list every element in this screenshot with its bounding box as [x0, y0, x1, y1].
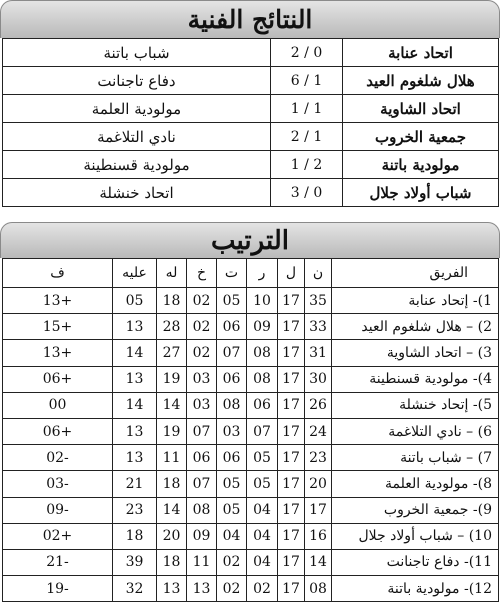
- standings-row: [3, 314, 499, 340]
- stat-lost: 07: [187, 418, 217, 444]
- stat-points: 14: [305, 549, 332, 575]
- team-name: 9)- جمعية الخروب: [332, 497, 499, 523]
- stat-drawn: 02: [217, 549, 247, 575]
- home-team: هلال شلغوم العيد: [343, 67, 499, 95]
- stat-diff: 00: [3, 392, 113, 418]
- stat-against: 13: [113, 418, 157, 444]
- standings-row: [3, 497, 499, 523]
- header-for: له: [157, 259, 187, 288]
- home-team: اتحاد عنابة: [343, 39, 499, 67]
- match-score: 1 / 1: [271, 95, 343, 123]
- stat-drawn: 02: [217, 576, 247, 602]
- team-name: 11)- دفاع تاجنانت: [332, 549, 499, 575]
- match-score: 1 / 6: [271, 67, 343, 95]
- header-points: ن: [305, 259, 332, 288]
- standings-row: [3, 549, 499, 575]
- stat-for: 27: [157, 340, 187, 366]
- stat-lost: 06: [187, 445, 217, 471]
- stat-points: 35: [305, 288, 332, 314]
- team-name: 4)- مولودية قسنطينة: [332, 366, 499, 392]
- stat-against: 18: [113, 523, 157, 549]
- stat-played: 17: [278, 340, 305, 366]
- team-name: 10) – شباب أولاد جلال: [332, 523, 499, 549]
- away-team: نادي التلاغمة: [3, 123, 271, 151]
- header-drawn: ت: [217, 259, 247, 288]
- match-score: 2 / 1: [271, 151, 343, 179]
- team-name: 12)- مولودية باتنة: [332, 576, 499, 602]
- stat-against: 13: [113, 445, 157, 471]
- header-played: ل: [278, 259, 305, 288]
- away-team: اتحاد خنشلة: [3, 179, 271, 207]
- stat-lost: 02: [187, 340, 217, 366]
- result-row: [3, 95, 499, 123]
- home-team: اتحاد الشاوية: [343, 95, 499, 123]
- stat-played: 17: [278, 576, 305, 602]
- stat-drawn: 07: [217, 340, 247, 366]
- stat-lost: 02: [187, 314, 217, 340]
- team-name: 6) – نادي التلاغمة: [332, 418, 499, 444]
- home-team: مولودية باتنة: [343, 151, 499, 179]
- stat-lost: 08: [187, 497, 217, 523]
- stat-points: 20: [305, 471, 332, 497]
- header-won: ر: [247, 259, 278, 288]
- stat-for: 20: [157, 523, 187, 549]
- stat-against: 39: [113, 549, 157, 575]
- stat-against: 13: [113, 314, 157, 340]
- header-diff: ف: [3, 259, 113, 288]
- stat-won: 04: [247, 549, 278, 575]
- stat-points: 16: [305, 523, 332, 549]
- standings-row: [3, 340, 499, 366]
- stat-won: 09: [247, 314, 278, 340]
- stat-played: 17: [278, 366, 305, 392]
- stat-points: 33: [305, 314, 332, 340]
- away-team: مولودية قسنطينة: [3, 151, 271, 179]
- stat-drawn: 05: [217, 288, 247, 314]
- stat-diff: +02: [3, 523, 113, 549]
- away-team: دفاع تاجنانت: [3, 67, 271, 95]
- stat-won: 08: [247, 340, 278, 366]
- stat-drawn: 06: [217, 366, 247, 392]
- stat-points: 17: [305, 497, 332, 523]
- stat-lost: 02: [187, 288, 217, 314]
- stat-drawn: 05: [217, 471, 247, 497]
- stat-against: 23: [113, 497, 157, 523]
- team-name: 8)- مولودية العلمة: [332, 471, 499, 497]
- stat-against: 14: [113, 392, 157, 418]
- stat-won: 08: [247, 366, 278, 392]
- team-name: 1)- إتحاد عنابة: [332, 288, 499, 314]
- results-title: النتائج الفنية: [0, 0, 500, 38]
- stat-for: 14: [157, 392, 187, 418]
- stat-played: 17: [278, 471, 305, 497]
- home-team: شباب أولاد جلال: [343, 179, 499, 207]
- stat-drawn: 06: [217, 314, 247, 340]
- result-row: [3, 179, 499, 207]
- stat-against: 14: [113, 340, 157, 366]
- stat-for: 19: [157, 418, 187, 444]
- stat-lost: 13: [187, 576, 217, 602]
- stat-won: 05: [247, 445, 278, 471]
- stat-won: 05: [247, 471, 278, 497]
- stat-against: 05: [113, 288, 157, 314]
- away-team: مولودية العلمة: [3, 95, 271, 123]
- stat-won: 04: [247, 523, 278, 549]
- stat-for: 28: [157, 314, 187, 340]
- stat-won: 02: [247, 576, 278, 602]
- stat-played: 17: [278, 523, 305, 549]
- stat-points: 26: [305, 392, 332, 418]
- standings-header-row: [3, 259, 499, 288]
- stat-played: 17: [278, 497, 305, 523]
- stat-diff: -21: [3, 549, 113, 575]
- stat-diff: -03: [3, 471, 113, 497]
- standings-row: [3, 445, 499, 471]
- stat-against: 32: [113, 576, 157, 602]
- stat-won: 04: [247, 497, 278, 523]
- header-lost: خ: [187, 259, 217, 288]
- standings-row: [3, 418, 499, 444]
- team-name: 3) – اتحاد الشاوية: [332, 340, 499, 366]
- stat-diff: -02: [3, 445, 113, 471]
- stat-diff: +13: [3, 340, 113, 366]
- team-name: 5)- إتحاد خنشلة: [332, 392, 499, 418]
- stat-diff: -19: [3, 576, 113, 602]
- match-score: 1 / 2: [271, 123, 343, 151]
- stat-won: 10: [247, 288, 278, 314]
- stat-diff: +15: [3, 314, 113, 340]
- stat-diff: +06: [3, 418, 113, 444]
- stat-won: 07: [247, 418, 278, 444]
- standings-row: [3, 392, 499, 418]
- stat-drawn: 03: [217, 418, 247, 444]
- stat-for: 14: [157, 497, 187, 523]
- standings-row: [3, 471, 499, 497]
- standings-row: [3, 576, 499, 602]
- stat-drawn: 06: [217, 445, 247, 471]
- stat-drawn: 04: [217, 523, 247, 549]
- stat-points: 08: [305, 576, 332, 602]
- standings-row: [3, 366, 499, 392]
- match-score: 0 / 2: [271, 39, 343, 67]
- stat-diff: -09: [3, 497, 113, 523]
- stat-lost: 09: [187, 523, 217, 549]
- stat-played: 17: [278, 288, 305, 314]
- stat-won: 06: [247, 392, 278, 418]
- match-score: 0 / 3: [271, 179, 343, 207]
- stat-played: 17: [278, 445, 305, 471]
- stat-diff: +13: [3, 288, 113, 314]
- result-row: [3, 39, 499, 67]
- stat-lost: 03: [187, 392, 217, 418]
- home-team: جمعية الخروب: [343, 123, 499, 151]
- stat-for: 11: [157, 445, 187, 471]
- results-table: [2, 38, 499, 207]
- stat-points: 24: [305, 418, 332, 444]
- stat-played: 17: [278, 418, 305, 444]
- stat-for: 18: [157, 549, 187, 575]
- standings-row: [3, 523, 499, 549]
- stat-lost: 11: [187, 549, 217, 575]
- away-team: شباب باتنة: [3, 39, 271, 67]
- result-row: [3, 67, 499, 95]
- team-name: 2) – هلال شلغوم العيد: [332, 314, 499, 340]
- stat-for: 13: [157, 576, 187, 602]
- result-row: [3, 123, 499, 151]
- stat-lost: 07: [187, 471, 217, 497]
- stat-for: 18: [157, 471, 187, 497]
- stat-played: 17: [278, 314, 305, 340]
- team-name: 7) – شباب باتنة: [332, 445, 499, 471]
- standings-row: [3, 288, 499, 314]
- stat-points: 30: [305, 366, 332, 392]
- standings-title: الترتيب: [0, 222, 500, 258]
- header-team: الفريق: [332, 259, 499, 288]
- stat-diff: +06: [3, 366, 113, 392]
- stat-played: 17: [278, 549, 305, 575]
- stat-lost: 03: [187, 366, 217, 392]
- stat-drawn: 08: [217, 392, 247, 418]
- stat-played: 17: [278, 392, 305, 418]
- stat-points: 23: [305, 445, 332, 471]
- stat-drawn: 05: [217, 497, 247, 523]
- stat-for: 18: [157, 288, 187, 314]
- stat-against: 13: [113, 366, 157, 392]
- header-against: عليه: [113, 259, 157, 288]
- stat-against: 21: [113, 471, 157, 497]
- stat-points: 31: [305, 340, 332, 366]
- result-row: [3, 151, 499, 179]
- stat-for: 19: [157, 366, 187, 392]
- standings-table: [2, 258, 499, 602]
